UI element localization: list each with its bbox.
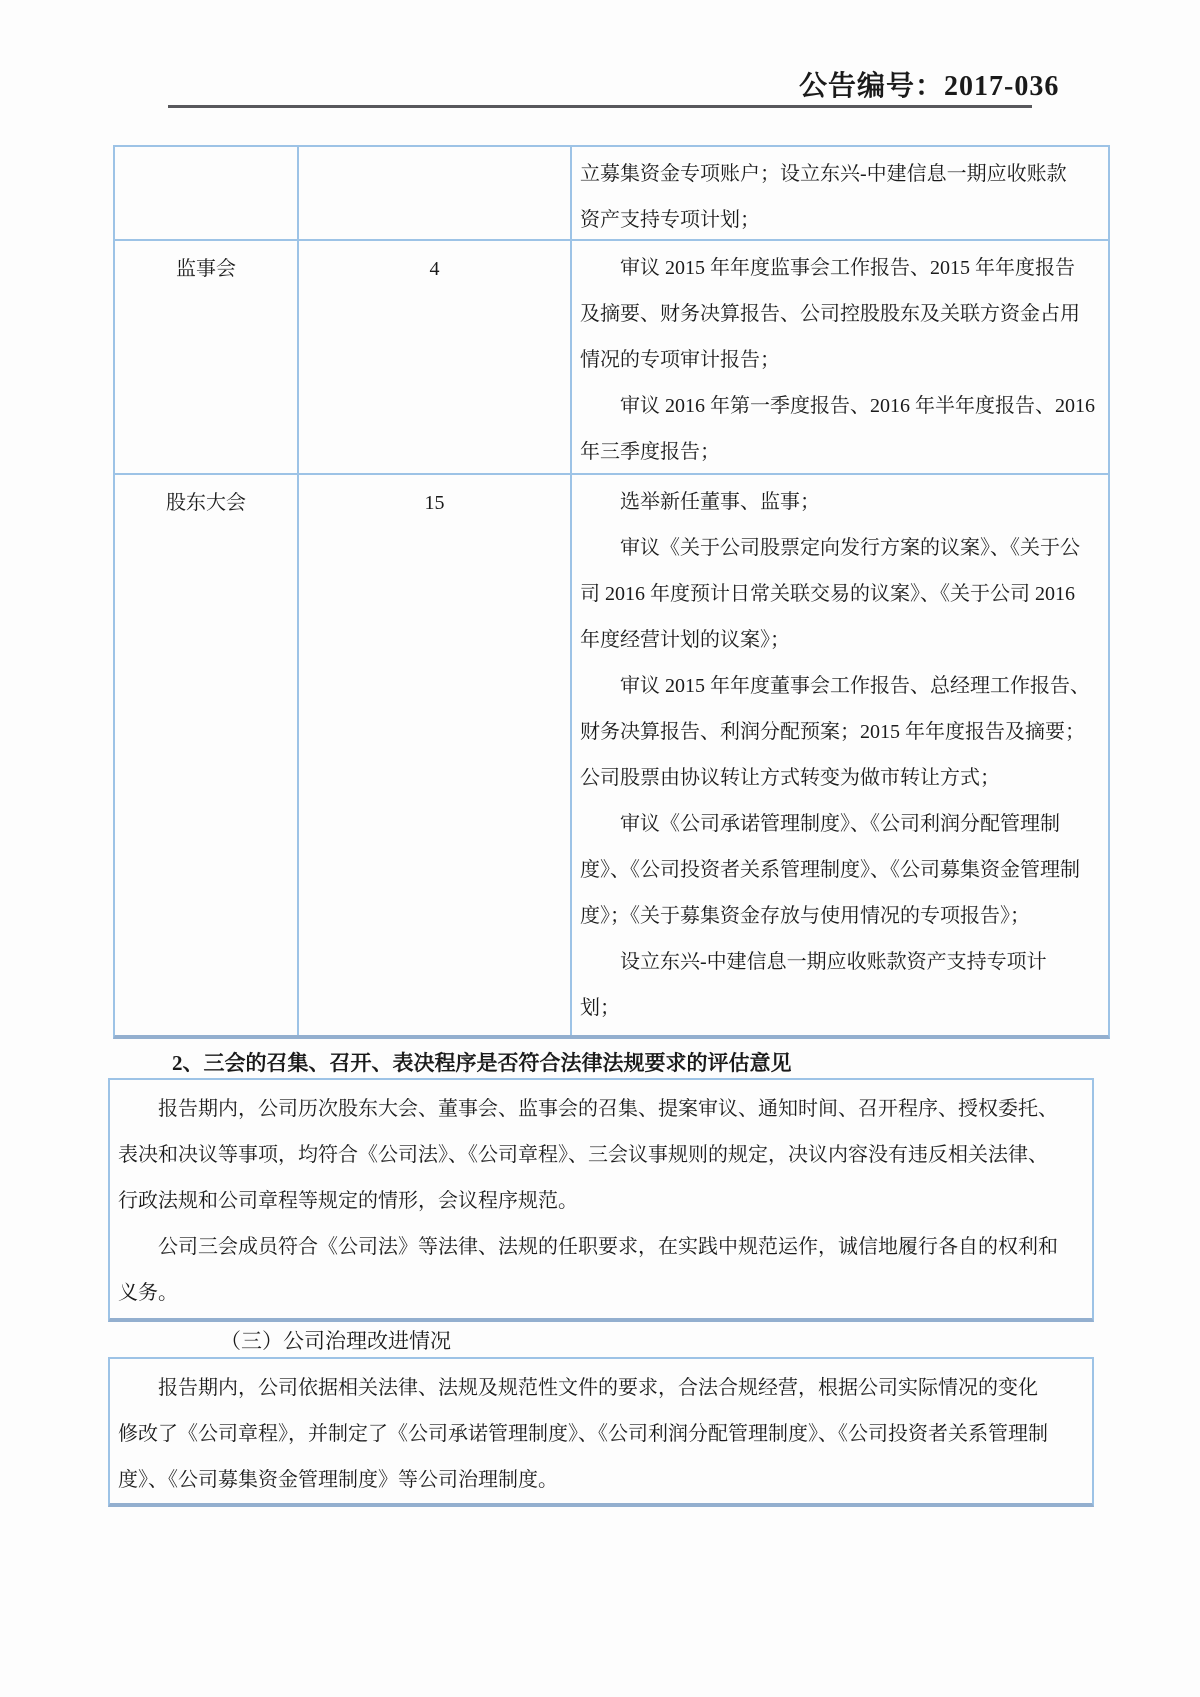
text-line: 年度经营计划的议案》； xyxy=(580,629,790,651)
text-line: 年三季度报告； xyxy=(580,441,720,463)
section-2-heading: 2、三会的召集、召开、表决程序是否符合法律法规要求的评估意见 xyxy=(172,1051,792,1075)
text-line: 修改了《公司章程》，并制定了《公司承诺管理制度》、《公司利润分配管理制度》、《公司投资者关系管理制 xyxy=(118,1423,1048,1445)
text-line: 报告期内，公司历次股东大会、董事会、监事会的召集、提案审议、通知时间、召开程序、授权委托、 xyxy=(158,1098,1058,1120)
count-cell xyxy=(299,147,572,239)
text-line: 行政法规和公司章程等规定的情形，会议程序规范。 xyxy=(118,1190,578,1212)
text-line: 司 2016 年度预计日常关联交易的议案》、《关于公司 2016 xyxy=(580,583,1075,605)
text-line: 审议 2015 年年度监事会工作报告、2015 年年度报告 xyxy=(620,257,1075,279)
count-cell: 15 xyxy=(299,475,572,1035)
table-row-supervisory-board xyxy=(115,241,1108,475)
text-line: 设立东兴-中建信息一期应收账款资产支持专项计 xyxy=(620,951,1047,973)
text-line: 度》、《公司募集资金管理制度》等公司治理制度。 xyxy=(118,1469,558,1491)
org-cell: 股东大会 xyxy=(115,475,299,1035)
text-line: 公司三会成员符合《公司法》等法律、法规的任职要求，在实践中规范运作，诚信地履行各自的权利和 xyxy=(158,1236,1058,1258)
header-rule xyxy=(168,105,1032,108)
org-cell: 监事会 xyxy=(115,241,299,473)
content-cell xyxy=(572,241,1108,473)
org-cell xyxy=(115,147,299,239)
content-cell xyxy=(572,147,1108,239)
governance-meetings-table xyxy=(113,145,1110,1039)
text-line: 度》、《公司投资者关系管理制度》、《公司募集资金管理制 xyxy=(580,859,1080,881)
text-line: 审议 2015 年年度董事会工作报告、总经理工作报告、 xyxy=(620,675,1090,697)
section-3-text-box xyxy=(108,1357,1094,1507)
text-line: 立募集资金专项账户；设立东兴-中建信息一期应收账款 xyxy=(580,163,1067,185)
content-cell xyxy=(572,475,1108,1035)
table-row-shareholders-meeting xyxy=(115,475,1108,1035)
text-line: 公司股票由协议转让方式转变为做市转让方式； xyxy=(580,767,1000,789)
announcement-number: 公告编号：2017-036 xyxy=(799,71,1060,102)
count-cell: 4 xyxy=(299,241,572,473)
text-line: 划； xyxy=(580,997,620,1019)
table-row-continuation xyxy=(115,147,1108,241)
text-line: 财务决算报告、利润分配预案；2015 年年度报告及摘要； xyxy=(580,721,1085,743)
text-line: 审议《公司承诺管理制度》、《公司利润分配管理制 xyxy=(620,813,1060,835)
section-2-text-box xyxy=(108,1078,1094,1322)
text-line: 选举新任董事、监事； xyxy=(620,491,820,513)
text-line: 义务。 xyxy=(118,1282,178,1304)
section-3-heading: （三）公司治理改进情况 xyxy=(220,1329,451,1353)
text-line: 报告期内，公司依据相关法律、法规及规范性文件的要求，合法合规经营，根据公司实际情况的变化 xyxy=(158,1377,1038,1399)
text-line: 情况的专项审计报告； xyxy=(580,349,780,371)
text-line: 表决和决议等事项，均符合《公司法》、《公司章程》、三会议事规则的规定，决议内容没有违反相关法律、 xyxy=(118,1144,1048,1166)
text-line: 审议《关于公司股票定向发行方案的议案》、《关于公 xyxy=(620,537,1080,559)
text-line: 审议 2016 年第一季度报告、2016 年半年度报告、2016 xyxy=(620,395,1095,417)
text-line: 资产支持专项计划； xyxy=(580,209,760,231)
text-line: 度》；《关于募集资金存放与使用情况的专项报告》； xyxy=(580,905,1030,927)
text-line: 及摘要、财务决算报告、公司控股股东及关联方资金占用 xyxy=(580,303,1080,325)
